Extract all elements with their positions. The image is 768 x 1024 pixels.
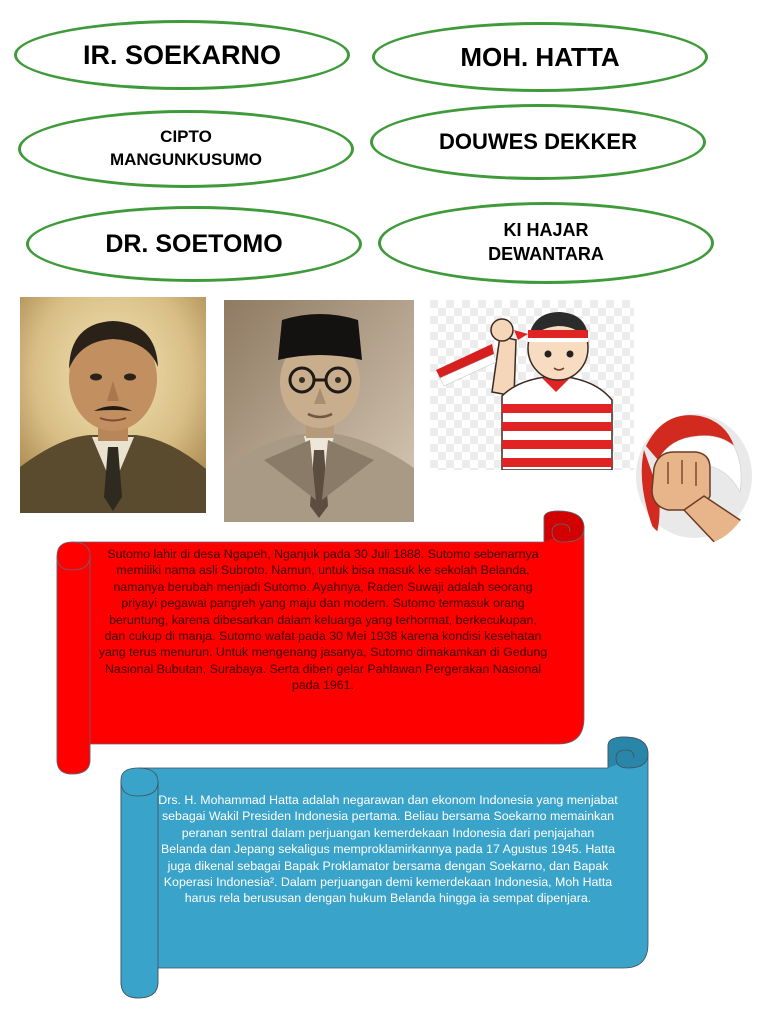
name-label: IR. SOEKARNO xyxy=(82,39,282,70)
cartoon-boy-red-white-flag-icon xyxy=(430,300,634,470)
name-oval-soekarno xyxy=(14,20,350,90)
name-label: DR. SOETOMO xyxy=(105,229,283,258)
name-label: MOH. HATTA xyxy=(460,41,620,72)
fist-flag xyxy=(634,406,754,546)
name-oval-soetomo xyxy=(26,206,362,282)
name-oval-cipto xyxy=(18,110,354,188)
name-oval-hatta xyxy=(372,22,708,92)
name-label: DOUWES DEKKER xyxy=(438,129,637,154)
fist-red-white-flag-icon xyxy=(634,406,754,546)
name-oval-kihajar xyxy=(378,202,714,284)
scroll-blue-hatta xyxy=(118,734,652,1002)
cartoon-boy xyxy=(430,300,634,470)
scroll-red-text: Sutomo lahir di desa Ngapeh, Nganjuk pada 30 Juli 1888. Sutomo sebenarnya memiliki nama asli Subroto. Namun, untuk bisa masuk ke sekolah Belanda, namanya berubah menjadi Sutomo. Ayahnya, Raden Suwaji adalah seorang priyayi pegawai pangreh yang maju dan modern. Sutomo termasuk orang beruntung, karena dibesarkan dalam keluarga yang terhormat, berkecukupan, dan cukup di manja. Sutomo wafat pada 30 Mei 1938 karena kondisi kesehatan yang terus menurun. Untuk mengenang jasanya, Sutomo dimakamkan di Gedung Nasional Bubutan, Surabaya. Serta diberi gelar Pahlawan Pergerakan Nasional pada 1961. xyxy=(98,547,548,692)
scroll-blue-text: Drs. H. Mohammad Hatta adalah negarawan dan ekonom Indonesia yang menjabat sebagai Wakil Presiden Indonesia pertama. Beliau bersama Soekarno memainkan peranan sentral dalam perjuangan kemerdekaan Indonesia dari penjajahan Belanda dan Jepang sekaligus memproklamirkannya pada 17 Agustus 1945. Hatta juga dikenal sebagai Bapak Proklamator bersama dengan Soekarno, dan Bapak Koperasi Indonesia². Dalam perjuangan demi kemerdekaan Indonesia, Moh Hatta harus rela berususan dengan hukum Belanda hingga ia sempat dipenjara. xyxy=(158,793,618,906)
portrait-soetomo xyxy=(20,297,206,513)
portrait-mustache-man-icon xyxy=(20,297,206,513)
portrait-glasses-man-icon xyxy=(224,300,414,522)
name-label: KI HAJAR DEWANTARA xyxy=(488,220,604,264)
name-label: CIPTO MANGUNKUSUMO xyxy=(109,127,263,169)
portrait-hatta xyxy=(224,300,414,522)
name-oval-douwes xyxy=(370,104,706,180)
